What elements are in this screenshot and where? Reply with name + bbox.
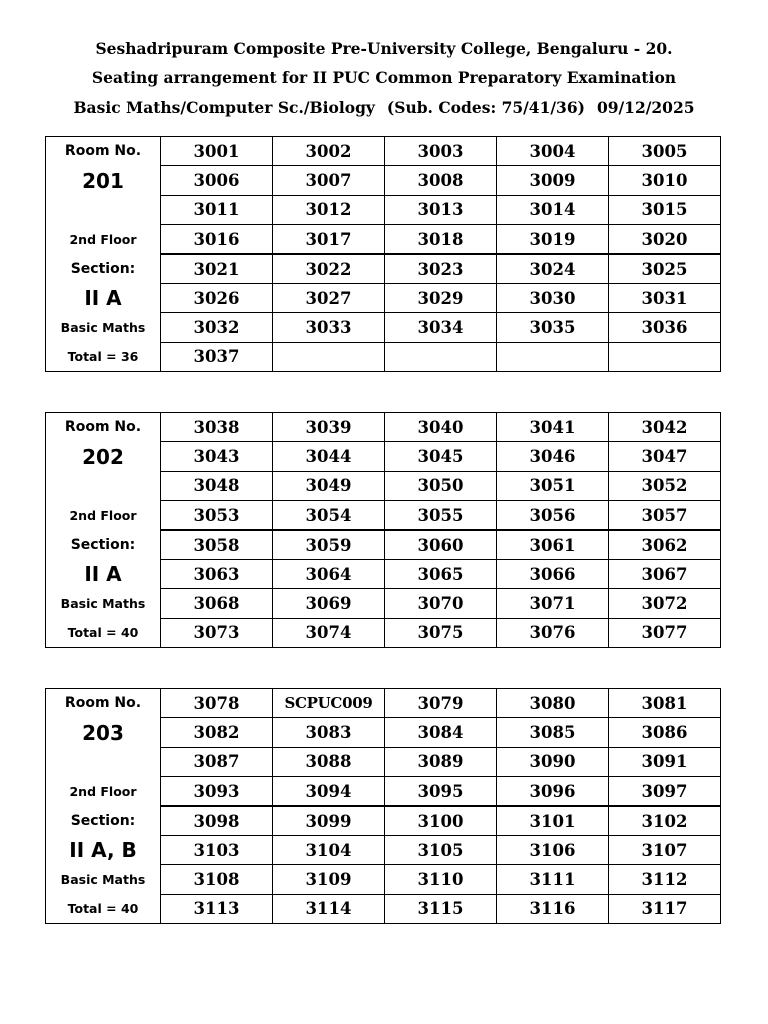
seat-number: 3045 [385, 442, 497, 471]
seat-number: 3110 [385, 865, 497, 894]
room-label: 201 [46, 166, 161, 195]
room-label: Section: [46, 806, 161, 835]
seat-number [609, 342, 721, 371]
seat-number: 3015 [609, 195, 721, 224]
seat-number: 3033 [273, 313, 385, 342]
seat-number: 3060 [385, 530, 497, 559]
seat-row [46, 225, 721, 254]
seat-number: 3010 [609, 166, 721, 195]
seat-number: 3079 [385, 689, 497, 718]
seat-row [46, 835, 721, 864]
seat-number: 3065 [385, 559, 497, 588]
seat-number: 3046 [497, 442, 609, 471]
room-label [46, 747, 161, 776]
seat-number: 3012 [273, 195, 385, 224]
seat-number: 3018 [385, 225, 497, 254]
seat-number: 3024 [497, 254, 609, 283]
seat-number: 3052 [609, 471, 721, 500]
seat-number: 3014 [497, 195, 609, 224]
seat-row [46, 313, 721, 342]
room-label: Room No. [46, 413, 161, 442]
seat-number: 3038 [161, 413, 273, 442]
seat-number: 3037 [161, 342, 273, 371]
seat-row [46, 689, 721, 718]
seat-number: 3071 [497, 589, 609, 618]
seat-number: 3035 [497, 313, 609, 342]
seat-number: 3004 [497, 137, 609, 166]
room-label: 2nd Floor [46, 777, 161, 806]
seat-number: 3086 [609, 718, 721, 747]
seat-number: 3068 [161, 589, 273, 618]
seat-number: 3114 [273, 894, 385, 923]
seat-row [46, 530, 721, 559]
seat-number: 3117 [609, 894, 721, 923]
seat-number: 3084 [385, 718, 497, 747]
seat-number: 3056 [497, 501, 609, 530]
room-label [46, 471, 161, 500]
seat-number: 3041 [497, 413, 609, 442]
seat-row [46, 283, 721, 312]
room-label: 203 [46, 718, 161, 747]
seat-number: 3057 [609, 501, 721, 530]
room-label: Total = 40 [46, 618, 161, 647]
seat-number: 3040 [385, 413, 497, 442]
seat-number: 3111 [497, 865, 609, 894]
seat-number: 3003 [385, 137, 497, 166]
seat-number: 3112 [609, 865, 721, 894]
seat-number: 3048 [161, 471, 273, 500]
exam-details [0, 98, 768, 118]
room-label: Room No. [46, 689, 161, 718]
seat-row [46, 865, 721, 894]
seat-number: 3094 [273, 777, 385, 806]
exam-date: 09/12/2025 [596, 98, 695, 117]
seat-number: 3108 [161, 865, 273, 894]
seat-number: 3113 [161, 894, 273, 923]
seat-number: 3063 [161, 559, 273, 588]
seat-number: 3053 [161, 501, 273, 530]
seat-number: 3013 [385, 195, 497, 224]
seat-row [46, 442, 721, 471]
seat-number: 3036 [609, 313, 721, 342]
room-label: Section: [46, 254, 161, 283]
seat-number: 3019 [497, 225, 609, 254]
seat-number: 3043 [161, 442, 273, 471]
seat-number: 3090 [497, 747, 609, 776]
seat-number [497, 342, 609, 371]
room-label: II A [46, 559, 161, 588]
seat-row [46, 747, 721, 776]
seat-number: 3074 [273, 618, 385, 647]
seat-number: 3085 [497, 718, 609, 747]
seat-number: SCPUC009 [273, 689, 385, 718]
seat-number: 3002 [273, 137, 385, 166]
seat-number: 3101 [497, 806, 609, 835]
seat-row [46, 559, 721, 588]
seat-number: 3022 [273, 254, 385, 283]
seat-number: 3034 [385, 313, 497, 342]
seat-number: 3023 [385, 254, 497, 283]
seat-number: 3095 [385, 777, 497, 806]
seat-number: 3083 [273, 718, 385, 747]
seat-number: 3089 [385, 747, 497, 776]
room-label [46, 195, 161, 224]
seat-number: 3106 [497, 835, 609, 864]
seat-number: 3020 [609, 225, 721, 254]
seat-number: 3066 [497, 559, 609, 588]
room-label: II A, B [46, 835, 161, 864]
seat-number: 3039 [273, 413, 385, 442]
subjects: Basic Maths/Computer Sc./Biology [73, 98, 375, 117]
seat-number: 3047 [609, 442, 721, 471]
seat-number: 3082 [161, 718, 273, 747]
seat-number: 3107 [609, 835, 721, 864]
seat-number: 3032 [161, 313, 273, 342]
seat-number: 3097 [609, 777, 721, 806]
seat-number: 3098 [161, 806, 273, 835]
seat-number: 3042 [609, 413, 721, 442]
seat-number: 3055 [385, 501, 497, 530]
seat-row [46, 413, 721, 442]
seat-number: 3116 [497, 894, 609, 923]
seat-number: 3064 [273, 559, 385, 588]
seat-number [385, 342, 497, 371]
seat-number: 3029 [385, 283, 497, 312]
seat-number: 3104 [273, 835, 385, 864]
seat-number: 3005 [609, 137, 721, 166]
seat-number: 3017 [273, 225, 385, 254]
seat-number: 3076 [497, 618, 609, 647]
seat-number: 3099 [273, 806, 385, 835]
room-label: II A [46, 283, 161, 312]
seat-number: 3027 [273, 283, 385, 312]
room-label: Basic Maths [46, 865, 161, 894]
seat-row [46, 501, 721, 530]
seat-number: 3054 [273, 501, 385, 530]
seat-number: 3025 [609, 254, 721, 283]
seat-row [46, 806, 721, 835]
room-label: Total = 40 [46, 894, 161, 923]
seat-number: 3058 [161, 530, 273, 559]
room-label: 2nd Floor [46, 501, 161, 530]
seat-row [46, 195, 721, 224]
seat-number: 3109 [273, 865, 385, 894]
seat-number: 3007 [273, 166, 385, 195]
seat-number: 3115 [385, 894, 497, 923]
seat-row [46, 254, 721, 283]
room-label: 2nd Floor [46, 225, 161, 254]
seat-number: 3030 [497, 283, 609, 312]
seat-number: 3050 [385, 471, 497, 500]
seat-number: 3006 [161, 166, 273, 195]
seat-number: 3102 [609, 806, 721, 835]
seat-row [46, 589, 721, 618]
seat-number: 3088 [273, 747, 385, 776]
seat-number: 3031 [609, 283, 721, 312]
sub-codes: (Sub. Codes: 75/41/36) [386, 98, 585, 117]
seat-row [46, 166, 721, 195]
seat-number: 3075 [385, 618, 497, 647]
seat-number: 3001 [161, 137, 273, 166]
seat-number: 3016 [161, 225, 273, 254]
seat-number: 3087 [161, 747, 273, 776]
seat-number: 3081 [609, 689, 721, 718]
seat-row [46, 471, 721, 500]
seat-row [46, 777, 721, 806]
room-label: Room No. [46, 137, 161, 166]
seat-number: 3072 [609, 589, 721, 618]
room-label: 202 [46, 442, 161, 471]
seat-number: 3009 [497, 166, 609, 195]
seat-number: 3093 [161, 777, 273, 806]
seat-number: 3103 [161, 835, 273, 864]
seat-number: 3061 [497, 530, 609, 559]
room-table-203 [45, 688, 721, 924]
seat-row [46, 342, 721, 371]
seat-number [273, 342, 385, 371]
seat-number: 3070 [385, 589, 497, 618]
seat-row [46, 137, 721, 166]
seat-number: 3073 [161, 618, 273, 647]
seat-row [46, 718, 721, 747]
room-label: Section: [46, 530, 161, 559]
room-table-202 [45, 412, 721, 648]
seat-number: 3049 [273, 471, 385, 500]
seat-number: 3011 [161, 195, 273, 224]
seat-number: 3077 [609, 618, 721, 647]
seat-number: 3105 [385, 835, 497, 864]
seat-number: 3059 [273, 530, 385, 559]
seat-number: 3091 [609, 747, 721, 776]
seat-number: 3021 [161, 254, 273, 283]
room-label: Basic Maths [46, 313, 161, 342]
seat-row [46, 618, 721, 647]
seat-number: 3044 [273, 442, 385, 471]
room-label: Basic Maths [46, 589, 161, 618]
seat-number: 3051 [497, 471, 609, 500]
seat-number: 3026 [161, 283, 273, 312]
seat-number: 3067 [609, 559, 721, 588]
seat-number: 3078 [161, 689, 273, 718]
room-label: Total = 36 [46, 342, 161, 371]
seat-number: 3069 [273, 589, 385, 618]
seat-number: 3080 [497, 689, 609, 718]
seat-number: 3100 [385, 806, 497, 835]
seat-number: 3096 [497, 777, 609, 806]
room-table-201 [45, 136, 721, 372]
seat-row [46, 894, 721, 923]
seat-number: 3008 [385, 166, 497, 195]
college-name: Seshadripuram Composite Pre-University College, Bengaluru - 20. [95, 39, 673, 58]
seat-number: 3062 [609, 530, 721, 559]
document-title: Seating arrangement for II PUC Common Preparatory Examination [91, 68, 677, 87]
